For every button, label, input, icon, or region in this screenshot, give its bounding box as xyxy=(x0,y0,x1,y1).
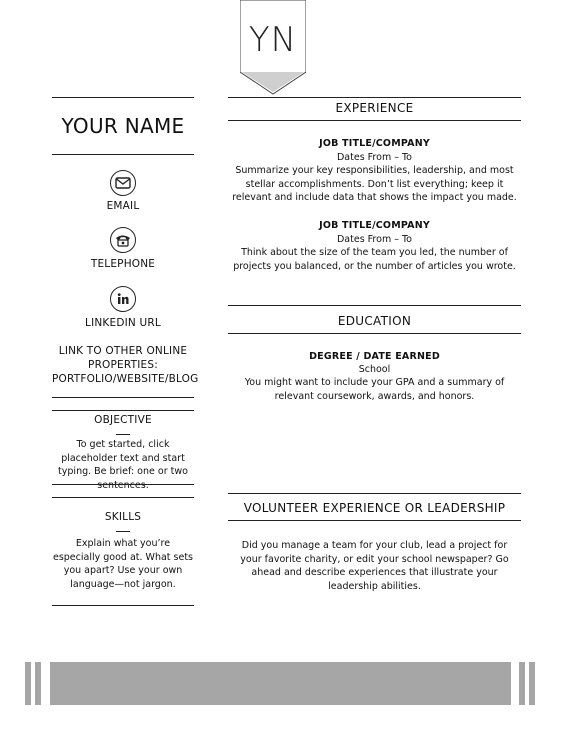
title-tick xyxy=(116,531,130,532)
job-title: JOB TITLE/COMPANY xyxy=(319,220,430,231)
objective-text: To get started, click placeholder text and start typing. Be brief: one or two sentences. xyxy=(58,439,188,491)
divider xyxy=(52,605,194,606)
divider xyxy=(228,97,521,98)
linkedin-icon xyxy=(110,286,136,312)
footer-stripe xyxy=(529,662,535,705)
job-dates: Dates From – To xyxy=(336,234,412,245)
skills-title: SKILLS xyxy=(104,511,142,523)
job-dates: Dates From – To xyxy=(336,152,412,163)
title-tick xyxy=(116,434,130,435)
divider xyxy=(228,520,521,521)
footer-stripe xyxy=(25,662,31,705)
education-title: EDUCATION xyxy=(337,314,412,328)
divider xyxy=(228,333,521,334)
divider xyxy=(52,484,194,485)
experience-title: EXPERIENCE xyxy=(335,101,414,115)
email-label[interactable]: EMAIL xyxy=(106,200,140,212)
other-links-label[interactable]: LINK TO OTHER ONLINE PROPERTIES: PORTFOLIO/WEBSITE/BLOG xyxy=(52,345,199,385)
job-description: Summarize your key responsibilities, leadership, and most stellar accomplishments. Don’t list everything; keep it relevant and include data that shows the impact you made. xyxy=(232,165,517,203)
divider xyxy=(52,97,194,98)
divider xyxy=(228,120,521,121)
telephone-label[interactable]: TELEPHONE xyxy=(90,258,156,270)
education-description: You might want to include your GPA and a summary of relevant coursework, awards, and honors. xyxy=(244,377,505,402)
divider xyxy=(52,497,194,498)
footer-band xyxy=(50,662,511,705)
divider xyxy=(52,410,194,411)
job-title: JOB TITLE/COMPANY xyxy=(319,138,430,149)
volunteer-title: VOLUNTEER EXPERIENCE OR LEADERSHIP xyxy=(243,501,506,515)
volunteer-description: Did you manage a team for your club, lead a project for your favorite charity, or edit your school newspaper? Go ahead and describe experiences that illustrate your leadership abilities. xyxy=(240,540,509,592)
degree-title: DEGREE / DATE EARNED xyxy=(309,351,440,362)
envelope-icon xyxy=(110,170,136,196)
footer-stripe xyxy=(35,662,41,705)
skills-text: Explain what you’re especially good at. What sets you apart? Use your own language—not jargon. xyxy=(52,538,193,590)
resume-name: YOUR NAME xyxy=(61,114,185,138)
objective-title: OBJECTIVE xyxy=(94,414,152,426)
divider xyxy=(228,305,521,306)
telephone-icon xyxy=(110,227,136,253)
job-description: Think about the size of the team you led, the number of projects you balanced, or the number of articles you wrote. xyxy=(233,247,516,272)
linkedin-url-label[interactable]: LINKEDIN URL xyxy=(85,317,161,329)
monogram-initials: YN xyxy=(248,20,298,60)
divider xyxy=(52,154,194,155)
divider xyxy=(52,397,194,398)
divider xyxy=(228,493,521,494)
school-name: School xyxy=(358,364,391,375)
footer-stripe xyxy=(519,662,525,705)
